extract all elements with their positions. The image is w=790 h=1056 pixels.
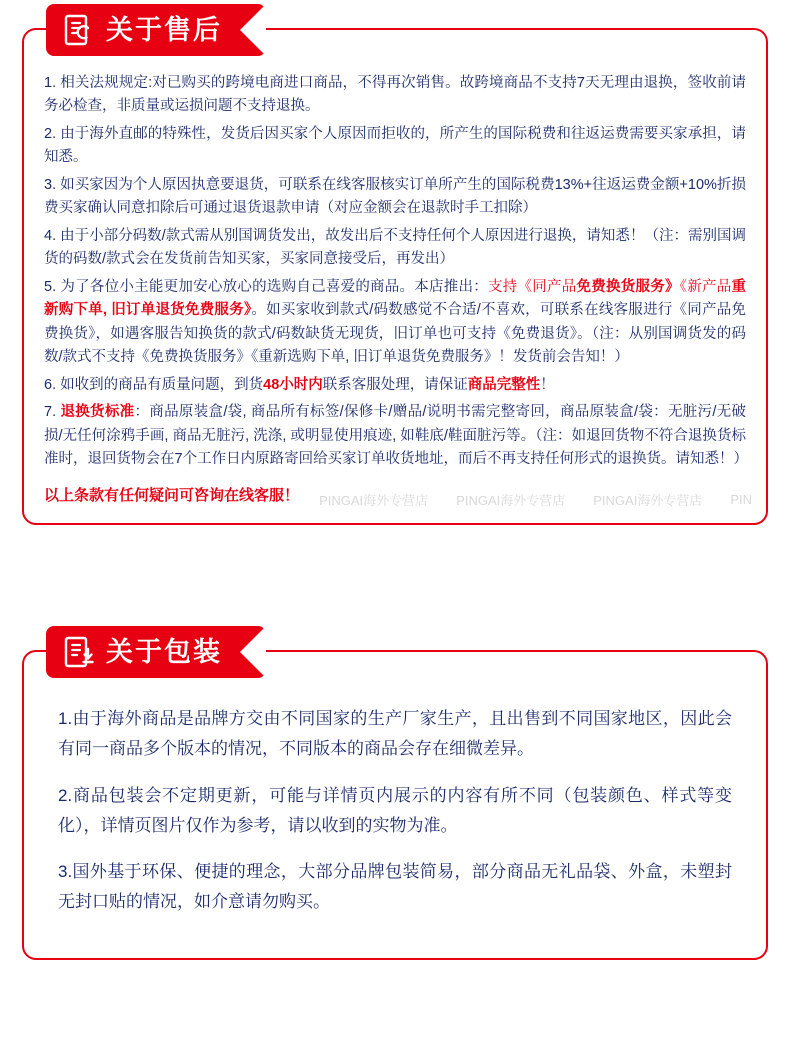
- clause-1: [44, 72, 746, 119]
- packaging-title: 关于包装: [106, 636, 222, 667]
- box-download-icon: [64, 636, 94, 668]
- packaging-paragraph-1: 1.由于海外商品是品牌方交由不同国家的生产厂家生产，且出售到不同国家地区，因此会有同一商品多个版本的情况，不同版本的商品会存在细微差异。: [58, 709, 732, 759]
- clause-6-text-a: 6. 如收到的商品有质量问题，到货: [44, 376, 264, 393]
- clause-6-highlight-hours: 48小时内: [263, 376, 323, 393]
- clause-1-text: 1. 相关法规规定:对已购买的跨境电商进口商品，不得再次销售。故跨境商品不支持7天无理由退换，签收前请务必检查，非质量或运损问题不支持退换。: [44, 75, 746, 115]
- clause-4-text: 4. 由于小部分码数/款式需从别国调货发出，故发出后不支持任何个人原因进行退换，请知悉！（注：需别国调货的码数/款式会在发货前告知买家，买家同意接受后，再发出）: [44, 227, 746, 268]
- clause-7-text: ：商品原装盒/袋, 商品所有标签/保修卡/赠品/说明书需完整寄回，商品原装盒/袋：无脏污/无破损/无任何涂鸦手画, 商品无脏污, 洗涤, 或明显使用痕迹, 如鞋底/鞋面脏污等。（注：如退回货物不符合退换货标准时，退回货物会在7个工作日内原路寄回给买家订单收货地址，而后不再支持任何形式的退换货。请知悉！）: [44, 404, 749, 468]
- packaging-paragraph-3: 3.国外基于环保、便捷的理念，大部分品牌包装简易，部分商品无礼品袋、外盒，未塑封无封口贴的情况，如介意请勿购买。: [58, 862, 732, 912]
- clause-5-text-c: 免费换货服务》: [576, 278, 680, 295]
- clause-7-heading: 退换货标准: [60, 404, 135, 421]
- packaging-card: [22, 636, 768, 960]
- clause-2-text: 2. 由于海外直邮的特殊性，发货后因买家个人原因而拒收的，所产生的国际税费和往返运费需要买家承担，请知悉。: [44, 125, 746, 166]
- clause-5: [44, 276, 746, 370]
- clause-6-highlight-integrity: 商品完整性: [467, 376, 541, 393]
- watermark-1: PINGAI海外专营店: [319, 493, 429, 509]
- after-sale-ribbon-header: [46, 4, 266, 56]
- clause-5-text-e: 重新购下单, 旧订单退货免费服务》: [44, 278, 747, 319]
- packaging-paragraph-2: 2.商品包装会不定期更新，可能与详情页内展示的内容有所不同（包装颜色、样式等变化），详情页图片仅作为参考，请以收到的实物为准。: [58, 785, 732, 835]
- after-sale-card: [22, 14, 768, 525]
- clause-3: [44, 174, 746, 221]
- after-sale-footnote: 以上条款有任何疑问可咨询在线客服！: [44, 486, 300, 504]
- clause-5-text-d: 《新产品: [679, 278, 732, 295]
- watermark-3: PINGAI海外专营店: [593, 493, 703, 509]
- clause-7-number: 7.: [44, 404, 61, 421]
- after-sale-title: 关于售后: [106, 14, 222, 45]
- section-after-sale: [22, 14, 768, 525]
- section-packaging: [22, 636, 768, 960]
- clause-2: [44, 123, 746, 170]
- clause-5-text-a: 5. 为了各位小主能更加安心放心的选购自己喜爱的商品。本店推出：: [44, 278, 489, 295]
- clause-6-text-c: ！: [540, 376, 555, 393]
- clause-5-text-b: 支持《同产品: [488, 278, 577, 295]
- packaging-ribbon-header: [46, 626, 266, 678]
- clause-6-text-b: 联系客服处理，请保证: [322, 376, 468, 393]
- watermark-2: PINGAI海外专营店: [456, 493, 566, 509]
- document-refresh-icon: [64, 14, 94, 46]
- watermark-4: PIN: [730, 492, 752, 508]
- clause-5-text-f: 。如买家收到款式/码数感觉不合适/不喜欢，可联系在线客服进行《同产品免费换货》，如遇客服告知换货的款式/码数缺货无现货，旧订单也可支持《免费退货》。（注：从别国调货发的码数/款式不支持《免费换货服务》《重新选购下单, 旧订单退货免费服务》！发货前会告知！）: [44, 302, 746, 366]
- clause-3-text: 3. 如买家因为个人原因执意要退货，可联系在线客服核实订单所产生的国际税费13%+往返运费金额+10%折损费买家确认同意扣除后可通过退货退款申请（对应金额会在退款时手工扣除）: [44, 176, 746, 217]
- clause-7: [44, 401, 749, 471]
- clause-6: [44, 374, 746, 397]
- clause-4: [44, 225, 746, 272]
